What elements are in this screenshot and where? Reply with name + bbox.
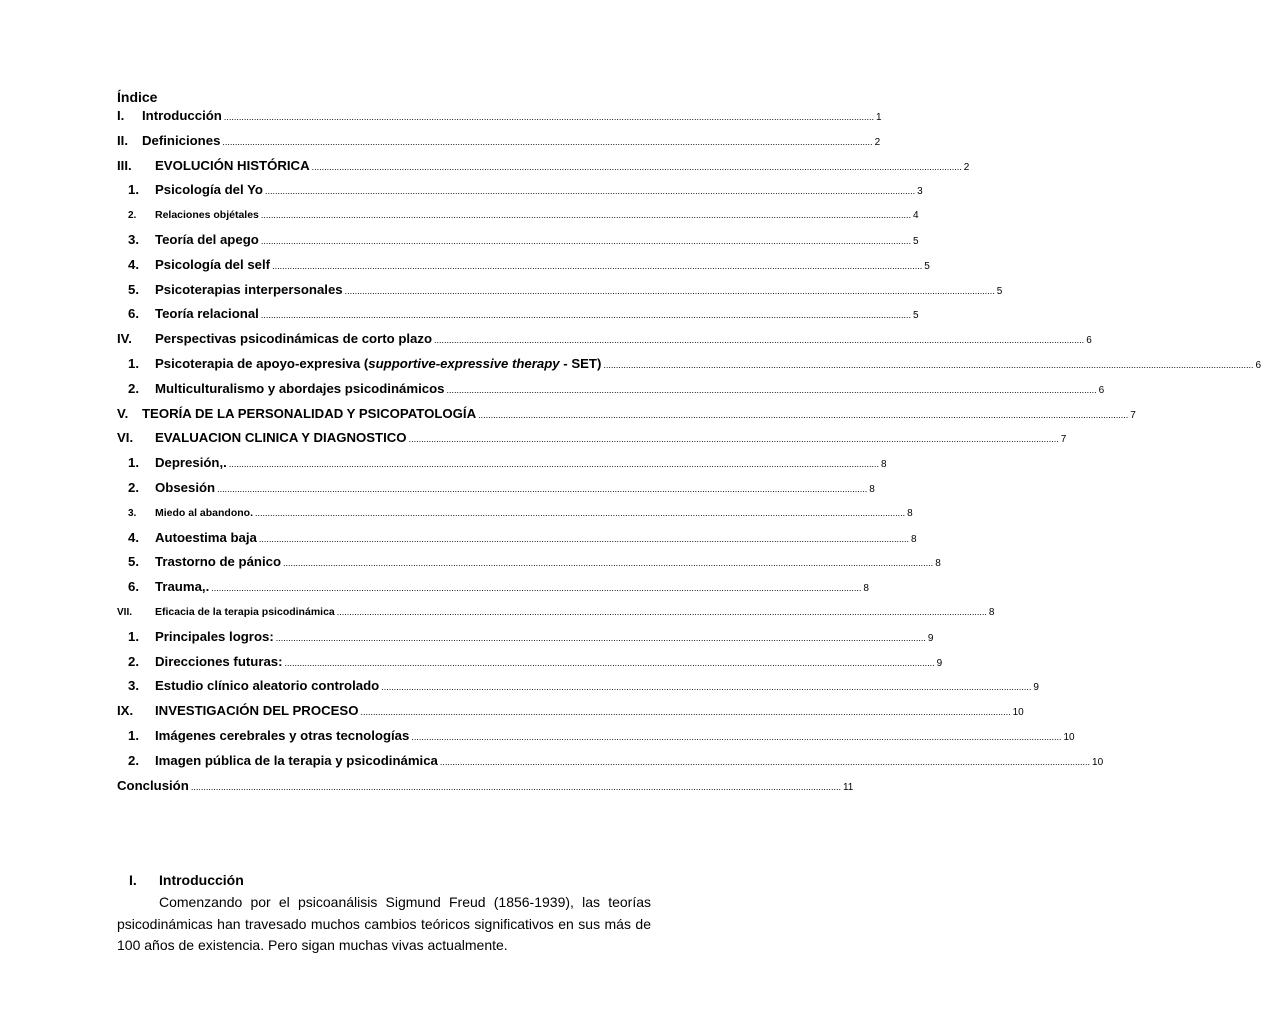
toc-entry-number: V. xyxy=(117,405,129,421)
toc-entry-page: 8 xyxy=(869,483,875,495)
toc-entry-number: 1. xyxy=(128,182,139,198)
toc-entry[interactable] xyxy=(117,203,919,228)
toc-entry-page: 7 xyxy=(1130,409,1136,421)
dot-leader: .................................................................................................................................................................................................................................................................... xyxy=(446,384,1097,395)
toc-entry-page: 10 xyxy=(1012,707,1024,719)
toc-entry-title: Introducción xyxy=(142,108,222,123)
dot-leader: .................................................................................................................................................................................................................................................................... xyxy=(260,235,911,246)
toc-entry-title: EVALUACION CLINICA Y DIAGNOSTICO xyxy=(155,430,407,446)
toc-entry[interactable] xyxy=(117,476,875,501)
toc-entry-page: 5 xyxy=(912,235,919,247)
dot-leader: .................................................................................................................................................................................................................................................................... xyxy=(260,310,911,321)
toc-entry-page: 5 xyxy=(912,310,919,322)
toc-entry-title: Principales logros: xyxy=(155,628,274,644)
toc-entry[interactable] xyxy=(117,278,1003,303)
toc-entry[interactable] xyxy=(117,129,881,154)
toc-entry-number: 5. xyxy=(128,554,139,570)
toc-entry-number: VII. xyxy=(117,606,133,618)
dot-leader: .................................................................................................................................................................................................................................................................... xyxy=(283,558,934,569)
toc-entry-page: 10 xyxy=(1063,731,1075,743)
toc-entry-number: 2. xyxy=(128,752,139,768)
toc-entry-page: 8 xyxy=(911,533,917,545)
toc-entry-title: Conclusión xyxy=(117,777,189,793)
toc-entry-page: 3 xyxy=(917,186,923,198)
toc-entry-title: Psicología del Yo xyxy=(155,182,263,198)
toc-entry-title: Perspectivas psicodinámicas de corto plazo xyxy=(155,331,433,347)
dot-leader: .................................................................................................................................................................................................................................................................... xyxy=(336,606,987,617)
section-heading xyxy=(117,868,651,892)
toc-entry-number: 2. xyxy=(128,479,139,495)
section-title: Introducción xyxy=(159,872,244,888)
toc-title: Índice xyxy=(117,89,158,105)
toc-entry-number: 1. xyxy=(128,355,139,371)
toc-entry[interactable] xyxy=(117,674,1039,699)
dot-leader: .................................................................................................................................................................................................................................................................... xyxy=(190,781,841,792)
toc-entry[interactable] xyxy=(117,178,923,203)
dot-leader: .................................................................................................................................................................................................................................................................... xyxy=(603,359,1254,370)
section-number: I. xyxy=(129,872,137,888)
toc-entry-number: VI. xyxy=(117,430,134,446)
toc-entry-title: Relaciones objétales xyxy=(155,209,259,222)
toc-entry-title: TEORÍA DE LA PERSONALIDAD Y PSICOPATOLOGÍA xyxy=(142,405,477,421)
toc-entry-page: 4 xyxy=(913,210,919,222)
toc-entry-title: Direcciones futuras: xyxy=(155,653,283,669)
dot-leader: .................................................................................................................................................................................................................................................................... xyxy=(311,161,962,172)
toc-entry[interactable] xyxy=(117,402,1136,427)
dot-leader: .................................................................................................................................................................................................................................................................... xyxy=(360,707,1011,718)
toc-entry[interactable] xyxy=(117,451,887,476)
toc-entry-number: III. xyxy=(117,157,132,173)
toc-entry-number: II. xyxy=(117,132,128,148)
toc-entry-page: 9 xyxy=(936,657,943,669)
toc-entry-title: Psicología del self xyxy=(155,256,271,272)
toc-entry-number: 2. xyxy=(128,653,139,669)
toc-entry-page: 8 xyxy=(880,459,887,471)
toc-entry[interactable] xyxy=(117,550,941,575)
toc-entry-title: Obsesión xyxy=(155,479,216,495)
dot-leader: .................................................................................................................................................................................................................................................................... xyxy=(264,186,916,197)
toc-entry[interactable] xyxy=(117,625,934,650)
toc-entry-page: 8 xyxy=(988,606,995,618)
toc-entry[interactable] xyxy=(117,426,1067,451)
dot-leader: .................................................................................................................................................................................................................................................................... xyxy=(275,632,926,643)
toc-entry-number: I. xyxy=(117,108,125,123)
toc-entry-page: 5 xyxy=(924,260,930,272)
toc-entry-title: Teoría del apego xyxy=(155,231,259,247)
toc-entry-title: Depresión,. xyxy=(155,455,227,471)
toc-entry-title: EVOLUCIÓN HISTÓRICA xyxy=(155,157,310,173)
toc-entry-title: INVESTIGACIÓN DEL PROCESO xyxy=(155,703,359,719)
toc-entry-title: Imagen pública de la terapia y psicodinámica xyxy=(155,752,438,768)
section-body: Comenzando por el psicoanálisis Sigmund Freud (1856-1939), las teorías psicodinámicas han travesado muchos cambios teóricos significativos en sus más de 100 años de existencia. Pero sigan muchas vivas actualmente. xyxy=(117,894,651,953)
introduction-section xyxy=(117,868,651,957)
toc-entry-page: 2 xyxy=(963,161,970,173)
dot-leader: .................................................................................................................................................................................................................................................................... xyxy=(223,112,874,122)
table-of-contents xyxy=(117,104,1261,798)
toc-entry-number: 4. xyxy=(128,256,139,272)
toc-entry-page: 11 xyxy=(842,781,854,793)
toc-entry-title: Miedo al abandono. xyxy=(155,506,254,519)
dot-leader: .................................................................................................................................................................................................................................................................... xyxy=(408,434,1059,445)
toc-entry[interactable] xyxy=(117,253,930,278)
dot-leader: .................................................................................................................................................................................................................................................................... xyxy=(411,731,1062,742)
toc-entry[interactable] xyxy=(117,377,1105,402)
toc-entry-number: 1. xyxy=(128,628,139,644)
toc-entry-page: 7 xyxy=(1060,434,1067,446)
toc-entry-number: 6. xyxy=(128,306,139,322)
dot-leader: .................................................................................................................................................................................................................................................................... xyxy=(381,682,1032,693)
dot-leader: .................................................................................................................................................................................................................................................................... xyxy=(284,657,935,668)
toc-entry-page: 9 xyxy=(1033,682,1039,694)
toc-entry-title: Definiciones xyxy=(142,132,221,148)
toc-entry[interactable] xyxy=(117,650,943,675)
toc-entry-title: Psicoterapia de apoyo-expresiva (supportive-expressive therapy - SET) xyxy=(155,355,602,371)
toc-entry-number: 3. xyxy=(128,678,139,694)
dot-leader: .................................................................................................................................................................................................................................................................... xyxy=(222,136,873,147)
toc-entry-number: 5. xyxy=(128,281,139,297)
dot-leader: .................................................................................................................................................................................................................................................................... xyxy=(258,533,910,544)
toc-entry[interactable] xyxy=(117,302,919,327)
dot-leader: .................................................................................................................................................................................................................................................................... xyxy=(344,285,995,296)
toc-entry[interactable] xyxy=(117,228,919,253)
toc-entry-number: 1. xyxy=(128,727,139,743)
toc-entry-title: Imágenes cerebrales y otras tecnologías xyxy=(155,727,410,743)
toc-entry-page: 8 xyxy=(907,507,913,519)
dot-leader: .................................................................................................................................................................................................................................................................... xyxy=(434,335,1085,346)
toc-entry-title: Teoría relacional xyxy=(155,306,259,322)
toc-entry[interactable] xyxy=(117,600,995,625)
dot-leader: .................................................................................................................................................................................................................................................................... xyxy=(211,583,862,594)
toc-entry-page: 5 xyxy=(996,285,1003,297)
toc-entry-title: Trastorno de pánico xyxy=(155,554,282,570)
toc-entry-number: 1. xyxy=(128,455,139,471)
toc-entry-page: 10 xyxy=(1092,756,1104,768)
toc-entry-number: 3. xyxy=(128,507,137,519)
toc-entry-page: 8 xyxy=(863,583,869,595)
toc-entry[interactable] xyxy=(117,501,913,526)
toc-entry-page: 6 xyxy=(1086,335,1092,347)
toc-entry-number: IV. xyxy=(117,331,132,347)
toc-entry-page: 6 xyxy=(1098,384,1105,396)
toc-entry-page: 8 xyxy=(935,558,941,570)
toc-entry-number: 2. xyxy=(128,380,139,396)
dot-leader: .................................................................................................................................................................................................................................................................... xyxy=(217,483,868,494)
dot-leader: .................................................................................................................................................................................................................................................................... xyxy=(255,507,906,518)
toc-entry[interactable] xyxy=(117,327,1092,352)
toc-entry[interactable] xyxy=(117,749,1104,774)
toc-entry-number: 2. xyxy=(128,210,137,222)
toc-entry-number: IX. xyxy=(117,703,134,719)
toc-entry-number: 3. xyxy=(128,231,139,247)
toc-entry[interactable] xyxy=(117,774,854,799)
toc-entry-title: Eficacia de la terapia psicodinámica xyxy=(155,605,335,618)
toc-entry-title: Multiculturalismo y abordajes psicodinámicos xyxy=(155,380,445,396)
toc-entry[interactable] xyxy=(117,526,917,551)
toc-entry[interactable] xyxy=(117,699,1024,724)
toc-entry-page: 2 xyxy=(874,136,881,148)
toc-entry-page: 6 xyxy=(1255,359,1261,371)
dot-leader: .................................................................................................................................................................................................................................................................... xyxy=(478,409,1129,420)
toc-entry-page: 9 xyxy=(927,632,934,644)
toc-entry[interactable] xyxy=(117,104,882,129)
toc-entry[interactable] xyxy=(117,575,869,600)
dot-leader: .................................................................................................................................................................................................................................................................... xyxy=(439,756,1091,767)
dot-leader: .................................................................................................................................................................................................................................................................... xyxy=(272,260,923,271)
toc-entry[interactable] xyxy=(117,724,1075,749)
toc-entry-title: Trauma,. xyxy=(155,579,210,595)
toc-entry[interactable] xyxy=(117,154,970,179)
toc-entry-number: 6. xyxy=(128,579,139,595)
toc-entry-page: 1 xyxy=(876,112,882,123)
toc-entry-title: Psicoterapias interpersonales xyxy=(155,281,343,297)
toc-entry-title: Estudio clínico aleatorio controlado xyxy=(155,678,380,694)
dot-leader: .................................................................................................................................................................................................................................................................... xyxy=(260,210,912,221)
toc-entry-title: Autoestima baja xyxy=(155,529,257,545)
dot-leader: .................................................................................................................................................................................................................................................................... xyxy=(228,459,879,470)
toc-entry[interactable] xyxy=(117,352,1261,377)
toc-entry-number: 4. xyxy=(128,529,139,545)
